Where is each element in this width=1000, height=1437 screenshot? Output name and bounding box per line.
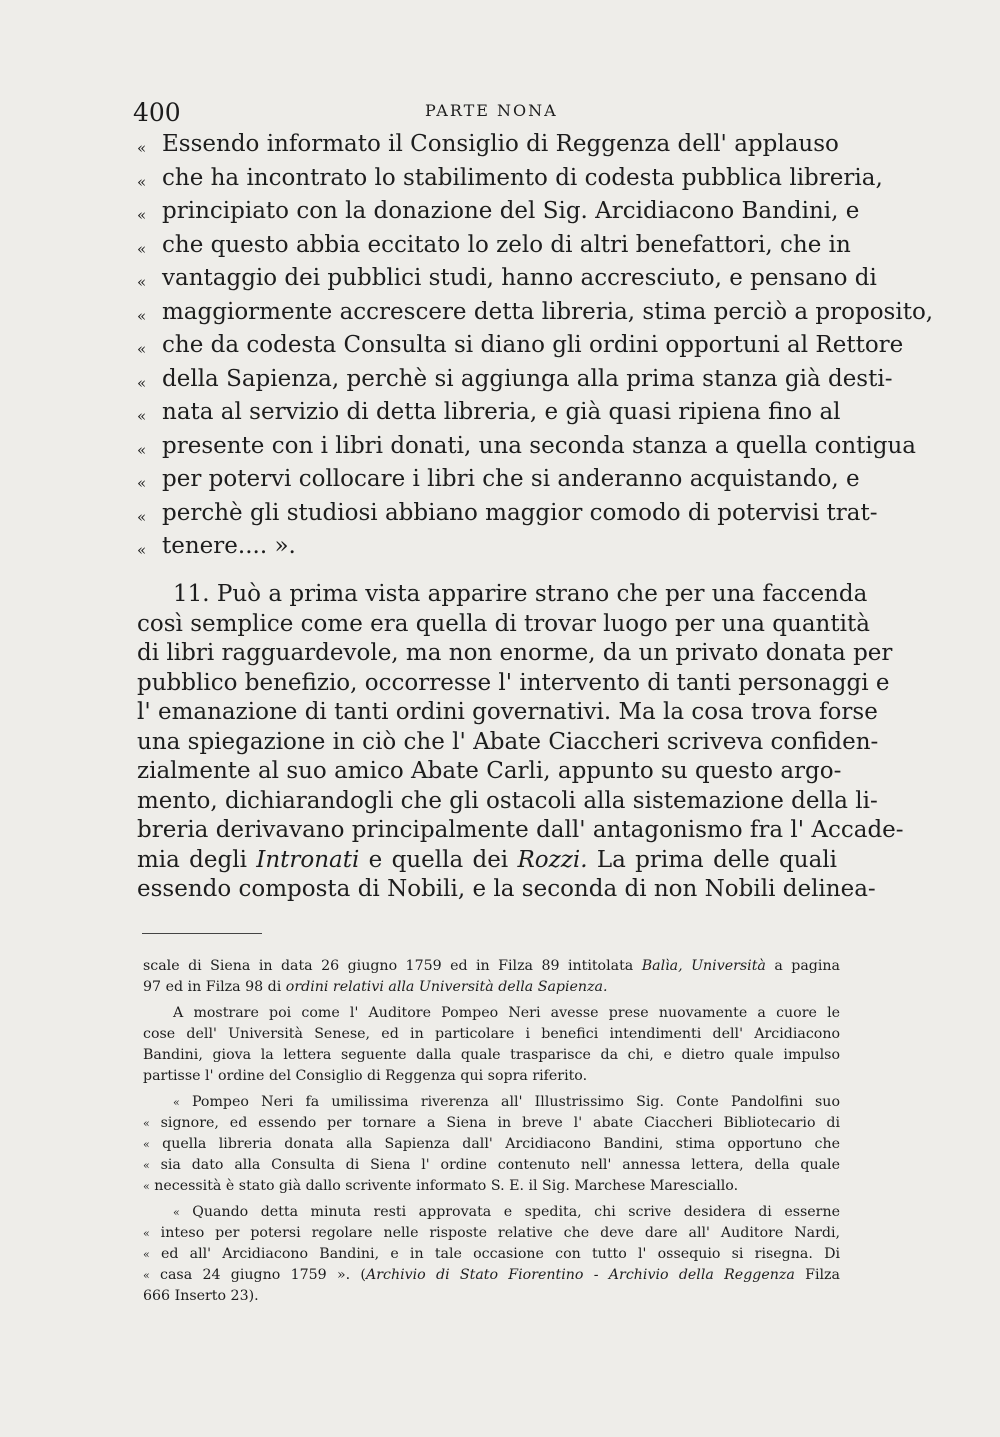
- footnote-line: « Pompeo Neri fa umilissima riverenza all' Illustrissimo Sig. Conte Pandolfini suo: [173, 1094, 840, 1110]
- footnote-line: « quella libreria donata alla Sapienza dall' Arcidiacono Bandini, stima opportuno che: [143, 1136, 840, 1152]
- running-title: PARTE NONA: [425, 101, 558, 120]
- paragraph-line: l' emanazione di tanti ordini governativi. Ma la cosa trova forse: [137, 699, 878, 725]
- quote-line: « tenere.... ».: [137, 533, 296, 559]
- paragraph-line: mento, dichiarandogli che gli ostacoli alla sistemazione della li-: [137, 787, 878, 814]
- footnote-line: « signore, ed essendo per tornare a Siena in breve l' abate Ciaccheri Bibliotecario di: [143, 1115, 841, 1131]
- footnote-line: 97 ed in Filza 98 di ordini relativi alla Università della Sapienza.: [143, 979, 608, 995]
- footnote-line: 666 Inserto 23).: [143, 1288, 259, 1304]
- quote-line: « perchè gli studiosi abbiano maggior comodo di potervisi trat-: [137, 499, 878, 526]
- footnotes: [143, 956, 840, 1307]
- quote-line: « che ha incontrato lo stabilimento di codesta pubblica libreria,: [137, 164, 883, 191]
- quote-line: « per potervi collocare i libri che si anderanno acquistando, e: [137, 466, 860, 492]
- paragraph-line: così semplice come era quella di trovar luogo per una quantità: [137, 610, 870, 637]
- page-number: 400: [133, 98, 181, 127]
- quote-line: « presente con i libri donati, una seconda stanza a quella contigua: [137, 432, 917, 459]
- paragraph-line: di libri ragguardevole, ma non enorme, da un privato donata per: [137, 640, 893, 666]
- paragraph-line: pubblico benefizio, occorresse l' intervento di tanti personaggi e: [137, 669, 890, 696]
- footnote-line: « casa 24 giugno 1759 ». (Archivio di Stato Fiorentino - Archivio della Reggenza Filza: [143, 1267, 840, 1283]
- footnote-line: scale di Siena in data 26 giugno 1759 ed in Filza 89 intitolata Balìa, Università a pagina: [143, 958, 840, 974]
- footnote-line: « Quando detta minuta resti approvata e spedita, chi scrive desidera di esserne: [173, 1204, 840, 1220]
- quote-line: « nata al servizio di detta libreria, e già quasi ripiena fino al: [137, 399, 841, 425]
- footnote-line: Bandini, giova la lettera seguente dalla quale trasparisce da chi, e dietro quale impulso: [143, 1047, 840, 1063]
- footnote-line: A mostrare poi come l' Auditore Pompeo Neri avesse prese nuovamente a cuore le: [173, 1005, 840, 1021]
- quote-line: « maggiormente accrescere detta libreria, stima perciò a proposito,: [137, 298, 934, 325]
- paragraph-line: una spiegazione in ciò che l' Abate Ciaccheri scriveva confiden-: [137, 728, 879, 755]
- quote-line: « della Sapienza, perchè si aggiunga alla prima stanza già desti-: [137, 365, 893, 392]
- quote-line: « principiato con la donazione del Sig. Arcidiacono Bandini, e: [137, 198, 860, 224]
- quote-line: « che questo abbia eccitato lo zelo di altri benefattori, che in: [137, 231, 851, 258]
- footnote-line: partisse l' ordine del Consiglio di Reggenza qui sopra riferito.: [143, 1068, 588, 1084]
- footnote-line: cose dell' Università Senese, ed in particolare i benefici intendimenti dell' Arcidiacono: [143, 1026, 840, 1042]
- quote-line: « che da codesta Consulta si diano gli ordini opportuni al Rettore: [137, 332, 904, 358]
- paragraph-line: 11. Può a prima vista apparire strano che per una faccenda: [173, 581, 868, 607]
- quote-line: « Essendo informato il Consiglio di Reggenza dell' applauso: [137, 131, 839, 157]
- italic-term: Intronati: [256, 846, 360, 873]
- italic-term: Rozzi.: [517, 846, 588, 873]
- paragraph-line: zialmente al suo amico Abate Carli, appunto su questo argo-: [137, 758, 842, 784]
- paragraph-line: mia degli Intronati e quella dei Rozzi. La prima delle quali: [137, 846, 837, 873]
- quoted-letter: [137, 130, 934, 566]
- paragraph-line: essendo composta di Nobili, e la seconda di non Nobili delinea-: [137, 876, 876, 902]
- footnote-line: « sia dato alla Consulta di Siena l' ordine contenuto nell' annessa lettera, della quale: [143, 1157, 840, 1173]
- paragraph-11: [137, 580, 904, 905]
- quote-line: « vantaggio dei pubblici studi, hanno accresciuto, e pensano di: [137, 265, 877, 291]
- paragraph-line: breria derivavano principalmente dall' antagonismo fra l' Accade-: [137, 817, 904, 843]
- footnote-line: « inteso per potersi regolare nelle risposte relative che deve dare all' Auditore Nardi,: [143, 1225, 840, 1241]
- footnote-rule: [142, 933, 262, 934]
- footnote-line: « necessità è stato già dallo scrivente informato S. E. il Sig. Marchese Maresciallo.: [143, 1178, 739, 1194]
- footnote-line: « ed all' Arcidiacono Bandini, e in tale occasione con tutto l' ossequio si risegna. Di: [143, 1246, 840, 1262]
